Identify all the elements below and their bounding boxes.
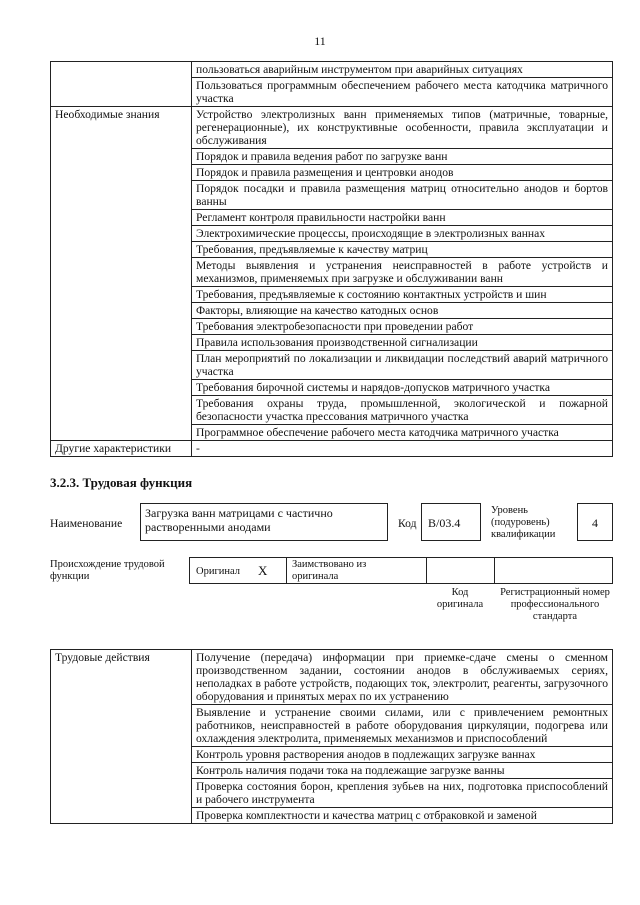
section-heading: 3.2.3. Трудовая функция: [50, 475, 193, 490]
table-cell: Порядок и правила ведения работ по загрузке ванн: [192, 149, 613, 165]
table-cell: Пользоваться программным обеспечением рабочего места катодчика матричного участка: [192, 78, 613, 107]
table-cell: Требования, предъявляемые к качеству матриц: [192, 242, 613, 258]
original-mark: X: [258, 563, 268, 578]
table-row: [51, 107, 613, 149]
origin-label: Происхождение трудовой функции: [50, 559, 165, 582]
actions-table: [50, 649, 613, 824]
original-label: Оригинал: [196, 566, 240, 577]
table-cell: Требования, предъявляемые к состоянию контактных устройств и шин: [192, 287, 613, 303]
function-name: Загрузка ванн матрицами с частично растворенными анодами: [140, 503, 388, 541]
divider: [286, 558, 287, 583]
table-cell: Контроль наличия подачи тока на подлежащие загрузке ванны: [192, 763, 613, 779]
knowledge-table: [50, 61, 613, 457]
table-cell: Контроль уровня растворения анодов в подлежащих загрузке ваннах: [192, 747, 613, 763]
divider: [494, 558, 495, 583]
row-label: Другие характеристики: [51, 441, 192, 457]
table-cell: пользоваться аварийным инструментом при аварийных ситуациях: [192, 62, 613, 78]
table-cell: Выявление и устранение своими силами, или с привлечением ремонтных работников, неисправностей в работе оборудования циркуляции, подогрева или охлаждения электролита, применяемых механизмов и приспособлений: [192, 705, 613, 747]
table-cell: Регламент контроля правильности настройки ванн: [192, 210, 613, 226]
level-value: 4: [577, 503, 613, 541]
table-cell: Программное обеспечение рабочего места катодчика матричного участка: [192, 425, 613, 441]
borrowed-label: Заимствовано из оригинала: [292, 559, 367, 582]
table-cell: Требования электробезопасности при проведении работ: [192, 319, 613, 335]
row-label: Необходимые знания: [51, 107, 192, 441]
table-cell: Требования охраны труда, промышленной, экологической и пожарной безопасности участка прессования матричного участка: [192, 396, 613, 425]
code-caption: Код оригинала: [436, 587, 484, 610]
table-cell: План мероприятий по локализации и ликвидации последствий аварий матричного участка: [192, 351, 613, 380]
code-label: Код: [398, 517, 417, 530]
table-row: [51, 62, 613, 78]
table-cell: Электрохимические процессы, происходящие в электролизных ваннах: [192, 226, 613, 242]
level-label: Уровень (подуровень) квалификации: [491, 505, 556, 540]
name-label: Наименование: [50, 517, 123, 530]
page-number: 11: [314, 34, 326, 48]
table-cell: -: [192, 441, 613, 457]
reg-caption: Регистрационный номер профессионального стандарта: [500, 587, 610, 622]
table-row: [51, 650, 613, 705]
origin-box: [189, 557, 613, 584]
table-cell: Устройство электролизных ванн применяемых типов (матричные, товарные, регенерационные), их конструктивные особенности, правила эксплуатации и обслуживания: [192, 107, 613, 149]
table-cell: Правила использования производственной сигнализации: [192, 335, 613, 351]
table-cell: Получение (передача) информации при приемке-сдаче смены о сменном производственном задании, состоянии анодов в обслуживаемых сериях, неполадках в работе устройств, подающих ток, электролит, реагенты, загрузочного оборудования и принятых мерах по их устранению: [192, 650, 613, 705]
table-cell: Проверка комплектности и качества матриц с отбраковкой и заменой: [192, 808, 613, 824]
row-label: [51, 62, 192, 107]
table-cell: Требования бирочной системы и нарядов-допусков матричного участка: [192, 380, 613, 396]
divider: [426, 558, 427, 583]
table-cell: Проверка состояния борон, крепления зубьев на них, подготовка приспособлений и рабочего инструмента: [192, 779, 613, 808]
table-cell: Факторы, влияющие на качество катодных основ: [192, 303, 613, 319]
table-cell: Порядок и правила размещения и центровки анодов: [192, 165, 613, 181]
table-row: [51, 441, 613, 457]
table-cell: Методы выявления и устранения неисправностей в работе устройств и механизмов, применяемых при загрузке и обслуживании ванн: [192, 258, 613, 287]
table-cell: Порядок посадки и правила размещения матриц относительно анодов и бортов ванны: [192, 181, 613, 210]
row-label: Трудовые действия: [51, 650, 192, 824]
function-code: B/03.4: [421, 503, 481, 541]
